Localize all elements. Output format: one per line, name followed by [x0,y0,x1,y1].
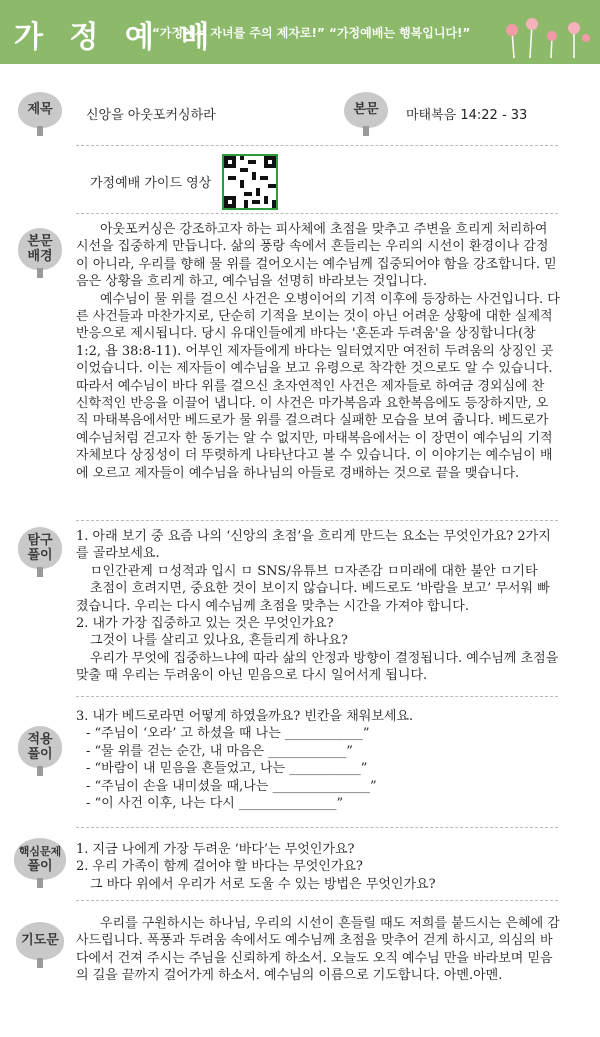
title-label-badge [18,92,62,128]
explore-question-2: 2. 내가 가장 집중하고 있는 것은 무엇인가요? [76,616,334,632]
explore-label-line1: 탐구 [27,533,53,548]
sermon-title: 신앙을 아웃포커싱하라 [86,108,216,123]
background-paragraph: 아웃포커싱은 강조하고자 하는 피사체에 초점을 맞추고 주변을 흐리게 처리하여 시선을 집중하게 만듭니다. 삶의 풍랑 속에서 흔들리는 우리의 시선이 환경이나 감정이 아니라, 우리를 향해 물 위를 걸어오시는 예수님께 집중되어야 함을 강조합니다. 믿음은 상황을 흐리게 하고, 예수님을 선명히 바라보는 것입니다. [76,222,557,290]
background-label-badge [18,228,62,270]
prayer-label-badge [16,922,64,960]
apply-label-badge [18,726,62,768]
core-label-line1: 핵심문제 [18,845,62,858]
explore-question-1: 1. 아래 보기 중 요즘 나의 ‘신앙의 초점’을 흐리게 만드는 요소는 무엇인가요? 2가지를 골라보세요. [76,529,551,562]
apply-blank-item[interactable]: - “물 위를 걷는 순간, 내 마음은 ____________” [86,743,353,759]
core-section [76,841,560,893]
prayer-paragraph: 우리를 구원하시는 하나님, 우리의 시선이 흔들릴 때도 저희를 붙드시는 은혜에 감사드립니다. 폭풍과 두려움 속에서도 예수님께 초점을 맞추어 걷게 하시고, 의심의 바다에서 건져 주시는 주님을 신뢰하게 하소서. 오늘도 오직 예수님 만을 바라보며 믿음의 길을 끝까지 걸어가게 하소서. 예수님의 이름으로 기도합니다. 아멘.아멘. [76,916,560,984]
apply-blank-list [76,725,560,812]
passage-label-badge [344,92,388,128]
page-header [0,0,600,64]
explore-label-line2: 풀이 [27,548,53,563]
page-title: 가 정 예 배 [14,20,218,55]
apply-blank-item[interactable]: - “주님이 손을 내미셨을 때,나는 _______________” [86,778,377,794]
explore-answer-2: 우리가 무엇에 집중하느냐에 따라 삶의 안정과 방향이 결정됩니다. 예수님께 초점을 맞출 때 우리는 두려움이 아닌 믿음으로 다시 일어서게 됩니다. [76,650,559,684]
core-question-2: 2. 우리 가족이 함께 걸어야 할 바다는 무엇인가요? [76,859,363,875]
title-label: 제목 [27,102,53,117]
apply-label-line2: 풀이 [27,747,53,762]
explore-label-badge [18,527,62,569]
core-question-1: 1. 지금 나에게 가장 두려운 ‘바다’는 무엇인가요? [76,842,355,857]
background-text [76,221,560,482]
background-paragraph: 예수님이 물 위를 걸으신 사건은 오병이어의 기적 이후에 등장하는 사건입니다. 다른 사건들과 마찬가지로, 단순히 기적을 보이는 것이 아닌 어려운 상황에 대한 실제적 반응으로 제시됩니다. 당시 유대인들에게 바다는 '혼돈과 두려움'을 상징합니다(창 1:2, 욥 38:8-11). 어부인 제자들에게 바다는 일터였지만 여전히 두려움의 상징인 곳이었습니다. 이는 제자들이 예수님을 보고 유령으로 착각한 것으로도 알 수 있습니다. 따라서 예수님이 바다 위를 걸으신 초자연적인 사건은 제자들로 하여금 경외심에 찬 신학적인 반응을 이끌어 냅니다. 이 사건은 마가복음과 요한복음에도 등장하지만, 오직 마태복음에서만 베드로가 물 위를 걸으려다 실패한 모습을 보여 줍니다. 베드로가 예수님처럼 걷고자 한 동기는 알 수 없지만, 마태복음에서는 이 장면이 예수님의 기적 자체보다 상징성이 더 뚜렷하게 나타난다고 볼 수 있습니다. 이 이야기는 예수님이 배에 오르고 제자들이 예수님을 하나님의 아들로 경배하는 것으로 끝을 맺습니다. [76,291,560,481]
apply-blank-item[interactable]: - “주님이 ‘오라’ 고 하셨을 때 나는 ____________” [86,726,370,742]
prayer-label: 기도문 [21,933,59,948]
apply-blank-item[interactable]: - “이 사건 이후, 나는 다시 _______________” [86,796,344,812]
sermon-passage: 마태복음 14:22 - 33 [406,108,528,123]
explore-answer-1: 초점이 흐려지면, 중요한 것이 보이지 않습니다. 베드로도 ‘바람을 보고’ 무서워 빠졌습니다. 우리는 다시 예수님께 초점을 맞추는 시간을 가져야 합니다. [76,581,550,614]
qr-code-icon[interactable] [222,154,278,210]
flower-decoration-icon [494,8,594,58]
background-label-line1: 본문 [27,234,53,249]
guide-video-label: 가정예배 가이드 영상 [90,176,212,191]
explore-section [76,528,560,685]
apply-blank-item[interactable]: - “바람이 내 믿음을 흔들었고, 나는 ___________” [86,761,368,777]
prayer-text [76,915,560,985]
core-question-2b: 그 바다 위에서 우리가 서로 도울 수 있는 방법은 무엇인가요? [90,876,436,892]
header-slogan: “가정에서 자녀를 주의 제자로!” “가정예배는 행복입니다!” [152,26,471,40]
apply-question-3: 3. 내가 베드로라면 어떻게 하였을까요? 빈칸을 채워보세요. [76,709,414,724]
passage-label: 본문 [353,102,379,117]
core-label-line2: 풀이 [27,859,53,874]
explore-question-2b: 그것이 나를 살리고 있나요, 흔들리게 하나요? [90,633,348,649]
core-label-badge [14,838,66,880]
explore-options: ㅁ인간관계 ㅁ성적과 입시 ㅁ SNS/유튜브 ㅁ자존감 ㅁ미래에 대한 불안 ㅁ기타 [90,563,538,579]
apply-section [76,708,560,812]
background-label-line2: 배경 [27,249,53,264]
apply-label-line1: 적용 [27,732,53,747]
